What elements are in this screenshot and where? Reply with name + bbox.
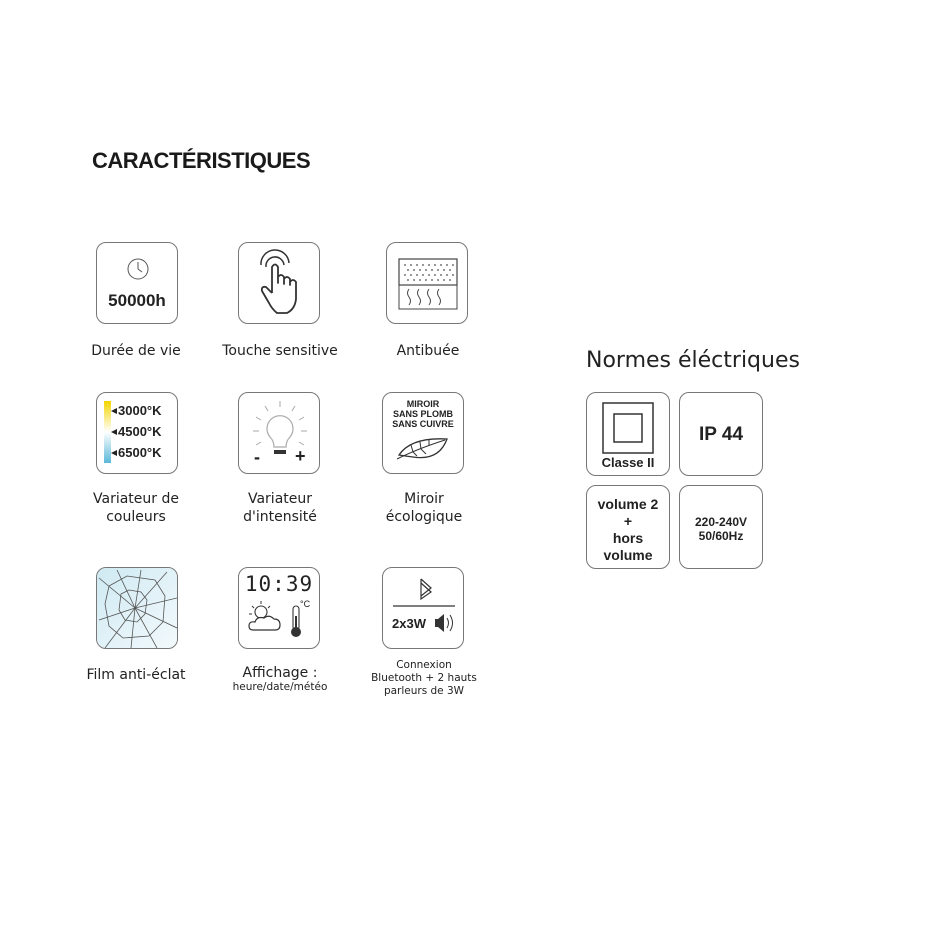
lifespan-tile (96, 242, 178, 324)
class-ii-tile (586, 392, 670, 476)
dimmer-caption (209, 490, 351, 526)
eco-line3: SANS CUIVRE (392, 419, 454, 429)
dimmer-plus: + (295, 446, 306, 466)
volume-tile (586, 485, 670, 569)
volume-line1: volume 2 (597, 496, 659, 512)
color-temp-caption-line2: couleurs (106, 509, 166, 525)
voltage-line1: 220-240V (694, 515, 748, 529)
eco-mirror-caption (354, 490, 494, 526)
touch-tile (238, 242, 320, 324)
voltage-tile (679, 485, 763, 569)
dimmer-caption-line2: d'intensité (243, 509, 317, 525)
display-caption-line2: heure/date/météo (232, 681, 328, 693)
bluetooth-caption (354, 659, 494, 698)
display-caption-line1: Affichage : (242, 665, 318, 681)
clock-display: 10:39 (244, 572, 314, 596)
temp-6500: 6500°K (118, 445, 162, 460)
touch-hand-icon (239, 243, 320, 324)
bluetooth-caption-line1: Connexion (396, 659, 452, 671)
page-title: CARACTÉRISTIQUES (92, 148, 311, 173)
eco-caption-line2: écologique (385, 509, 463, 525)
color-temp-caption-line1: Variateur de (93, 491, 179, 507)
leaf-icon (383, 393, 464, 474)
clock-icon (97, 243, 178, 324)
bluetooth-tile (382, 567, 464, 649)
display-caption (209, 665, 351, 693)
eco-mirror-tile (382, 392, 464, 474)
eco-line1: MIROIR (406, 399, 440, 409)
shattered-glass-icon (97, 568, 178, 649)
eco-line2: SANS PLOMB (392, 409, 453, 419)
lifespan-caption: Durée de vie (91, 343, 181, 359)
antishatter-caption: Film anti-éclat (86, 667, 186, 683)
class-ii-label: Classe II (601, 455, 655, 470)
voltage-line2: 50/60Hz (698, 529, 744, 543)
dimmer-caption-line1: Variateur (247, 491, 313, 507)
antifog-tile (386, 242, 468, 324)
antifog-icon (387, 243, 468, 324)
norms-title: Normes éléctriques (586, 348, 800, 373)
bluetooth-caption-line3: parleurs de 3W (383, 685, 465, 697)
temp-4500: 4500°K (118, 424, 162, 439)
lifespan-value: 50000h (108, 291, 166, 310)
ip-rating-tile (679, 392, 763, 476)
volume-line4: volume (603, 547, 653, 563)
speaker-power: 2x3W (392, 616, 426, 631)
ip-rating: IP 44 (698, 424, 744, 445)
speaker-icon (435, 614, 453, 632)
touch-caption: Touche sensitive (222, 343, 338, 359)
dimmer-minus: - (254, 447, 260, 467)
display-tile (238, 567, 320, 649)
temp-3000: 3000°K (118, 403, 162, 418)
eco-caption-line1: Miroir (404, 491, 444, 507)
bluetooth-icon (383, 568, 464, 649)
color-temp-caption (66, 490, 206, 526)
volume-line3: hors (612, 530, 644, 546)
volume-line2: + (623, 513, 633, 529)
antifog-caption: Antibuée (396, 343, 460, 359)
antishatter-tile (96, 567, 178, 649)
temperature-unit: °C (300, 599, 311, 609)
dimmer-tile (238, 392, 320, 474)
bluetooth-caption-line2: Bluetooth + 2 hauts (371, 672, 477, 684)
color-temp-tile (96, 392, 178, 474)
light-bulb-icon (239, 393, 320, 474)
